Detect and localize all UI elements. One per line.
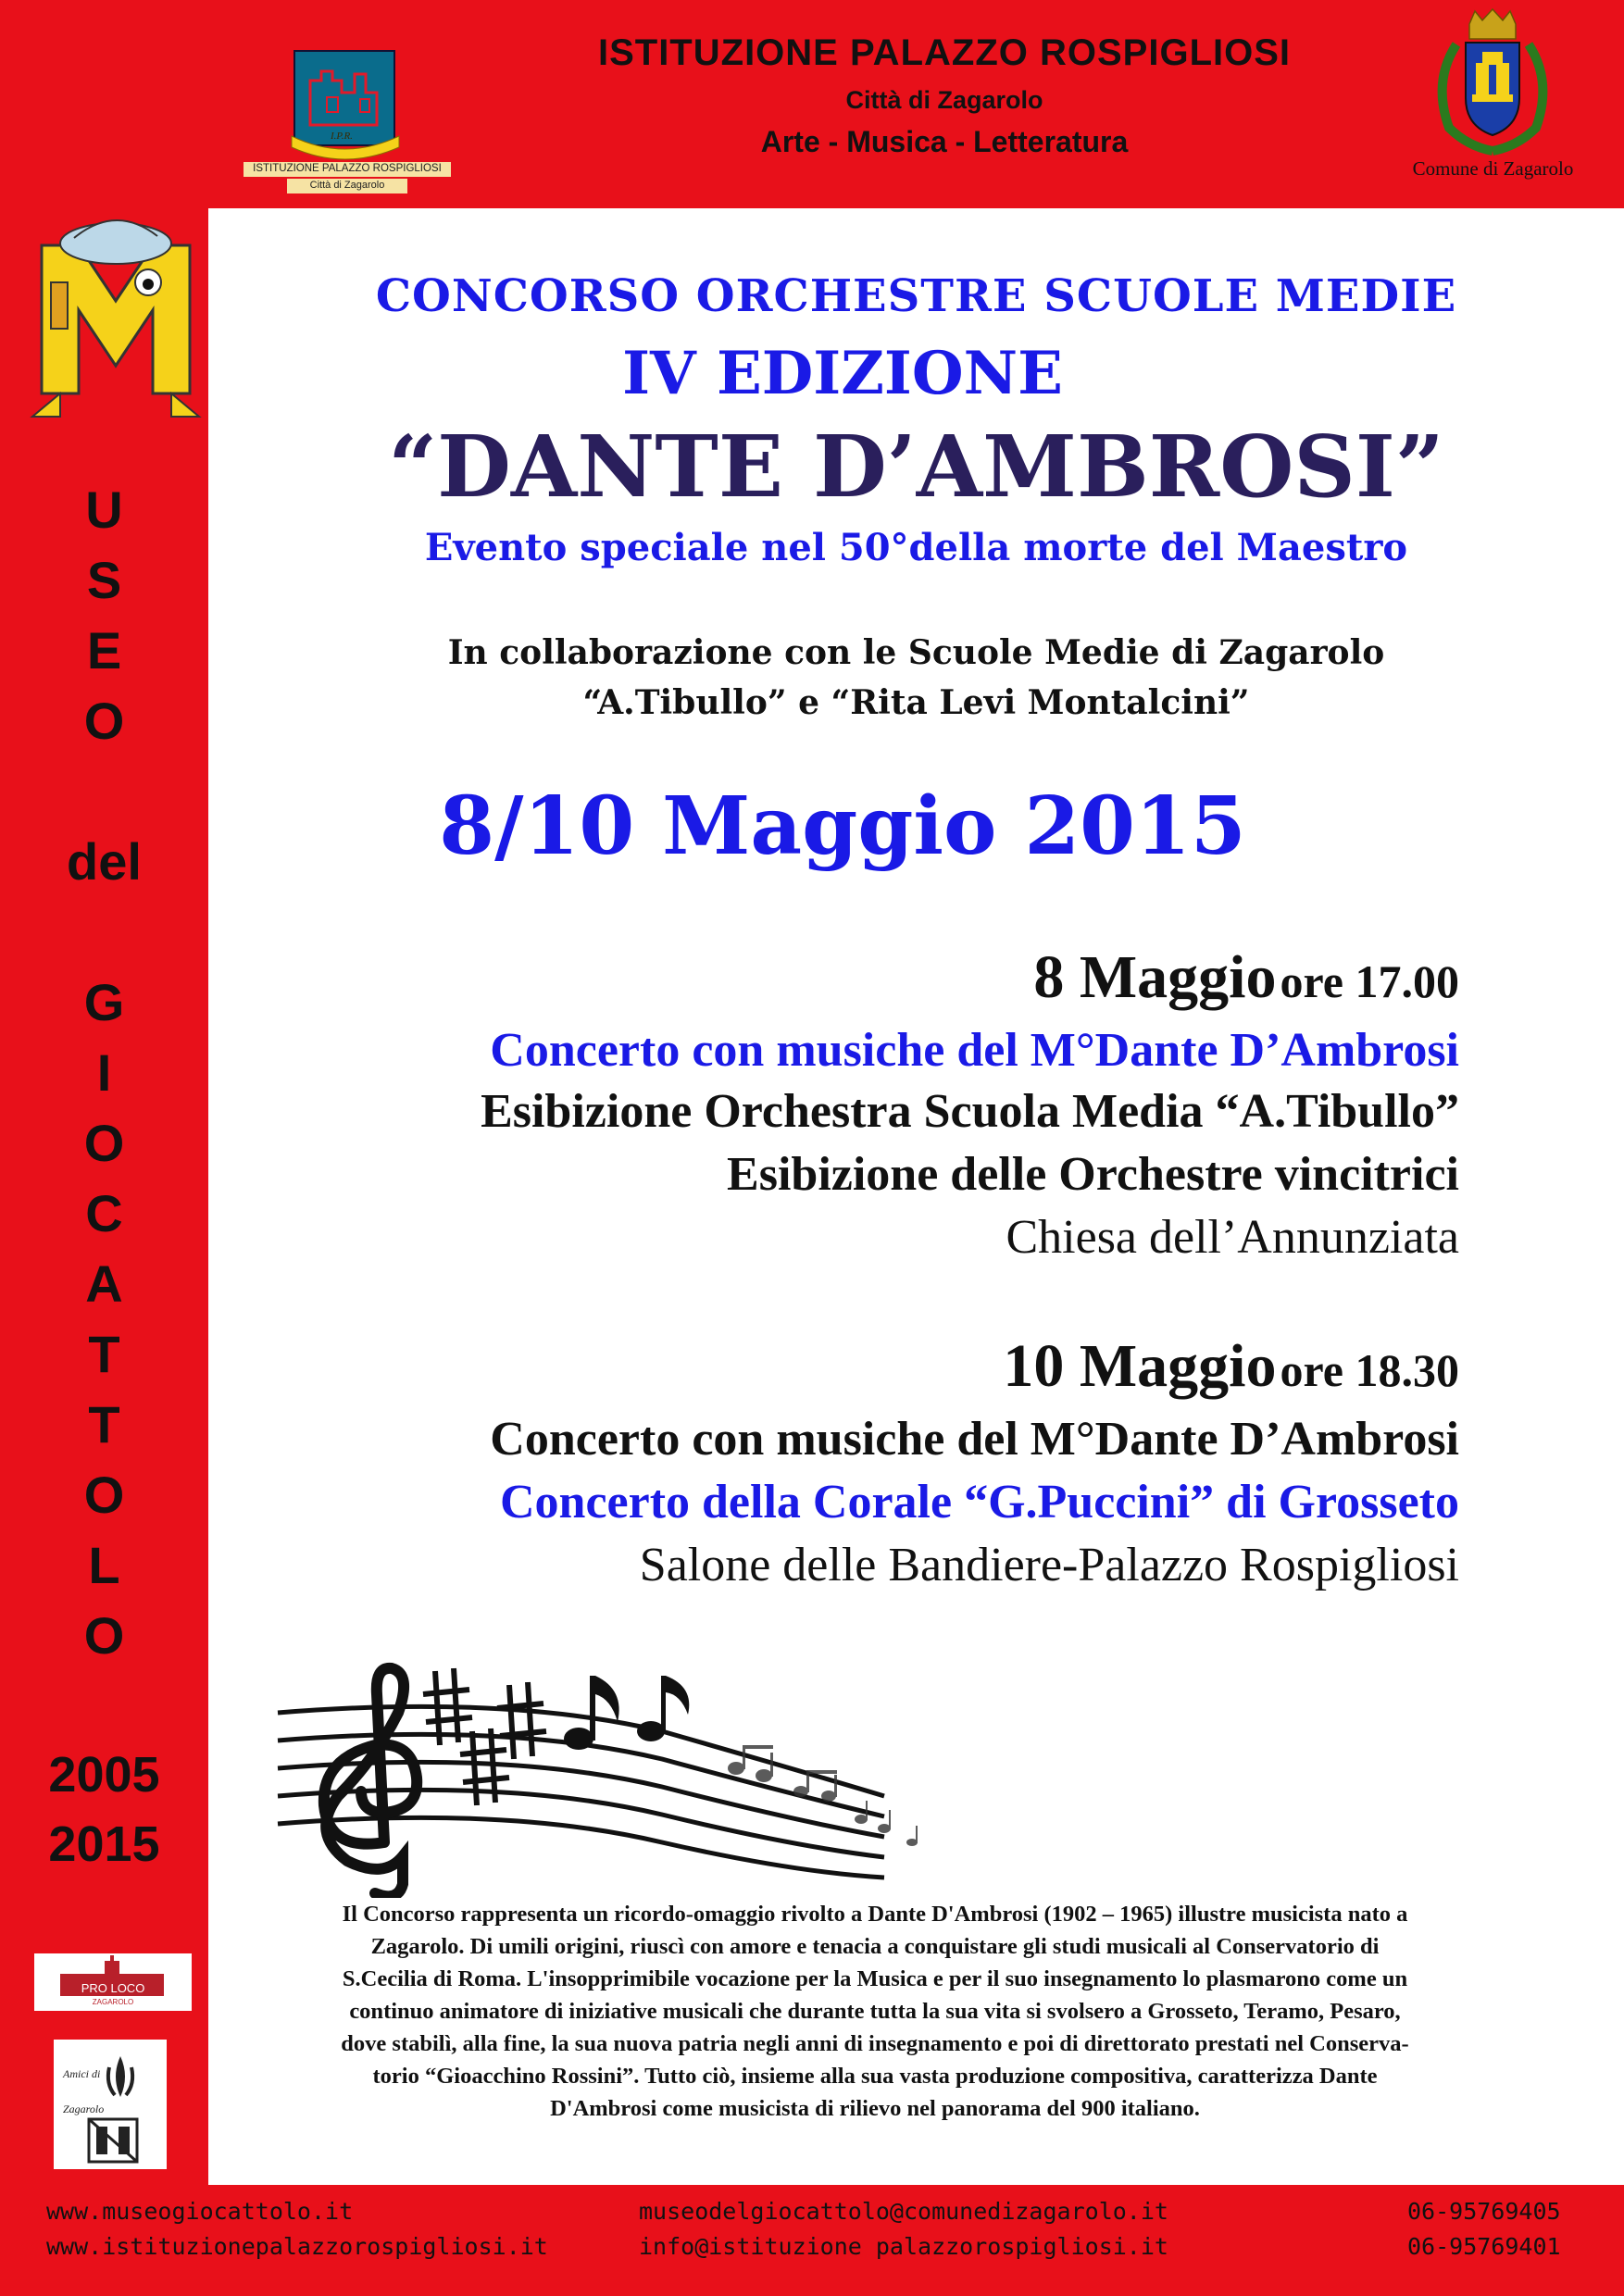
sidebar bbox=[0, 208, 208, 2185]
ipr-logo-caption: ISTITUZIONE PALAZZO ROSPIGLIOSI bbox=[253, 163, 442, 174]
email-link-istituzione[interactable]: info@istituzione palazzorospigliosi.it bbox=[639, 2233, 1168, 2260]
description-line: S.Cecilia di Roma. L'insopprimibile vocazione per la Musica e per il suo insegnamento lo plasmarono come un bbox=[342, 1966, 1408, 1991]
description-line: dove stabilì, alla fine, la sua nuova patria negli anni di insegnamento e poi di direttorato prestati nel Conserva- bbox=[341, 2031, 1409, 2056]
day2-line-2: Concerto della Corale “G.Puccini” di Grosseto bbox=[499, 1476, 1459, 1529]
vertical-letter: T bbox=[88, 1395, 120, 1454]
year-start: 2005 bbox=[48, 1747, 160, 1803]
website-link-museum[interactable]: www.museogiocattolo.it bbox=[46, 2198, 354, 2225]
vertical-letter: I bbox=[96, 1043, 112, 1102]
event-special: Evento speciale nel 50°della morte del Maestro bbox=[424, 526, 1408, 569]
day2-time: ore 18.30 bbox=[1280, 1344, 1459, 1396]
day2-date: 10 Maggio bbox=[1003, 1332, 1277, 1400]
vertical-letter: T bbox=[88, 1325, 120, 1383]
comune-crest bbox=[1384, 7, 1602, 183]
description-line: D'Ambrosi come musicista di rilievo nel panorama del 900 italiano. bbox=[550, 2096, 1200, 2121]
event-dates: 8/10 Maggio 2015 bbox=[439, 780, 1246, 873]
vertical-letter: E bbox=[86, 621, 122, 680]
amici-zagarolo-logo bbox=[54, 2040, 167, 2169]
day1-line-2: Esibizione Orchestra Scuola Media “A.Tibullo” bbox=[481, 1085, 1459, 1138]
description-line: Zagarolo. Di umili origini, riuscì con amore e tenacia a conquistare gli studi musicali al Conservatorio di bbox=[370, 1934, 1380, 1959]
vertical-letter: U bbox=[85, 480, 123, 539]
event-name: “DANTE D’AMBROSI” bbox=[388, 417, 1444, 517]
day1-line-1: Concerto con musiche del M°Dante D’Ambrosi bbox=[490, 1024, 1459, 1077]
vertical-letter: O bbox=[83, 1114, 125, 1172]
email-link-museum[interactable]: museodelgiocattolo@comunedizagarolo.it bbox=[639, 2198, 1168, 2225]
vertical-letter: L bbox=[88, 1536, 120, 1594]
collaboration-line-1: In collaborazione con le Scuole Medie di Zagarolo bbox=[447, 633, 1385, 672]
day1-venue: Chiesa dell’Annunziata bbox=[1006, 1211, 1459, 1264]
day1-time: ore 17.00 bbox=[1280, 955, 1459, 1007]
vertical-letter: G bbox=[83, 973, 125, 1031]
edition-title: IV EDIZIONE bbox=[622, 339, 1063, 408]
collaboration-line-2: “A.Tibullo” e “Rita Levi Montalcini” bbox=[582, 683, 1250, 722]
treble-clef-icon bbox=[324, 1668, 417, 1896]
vertical-word-del: del bbox=[67, 832, 142, 891]
header-band bbox=[0, 0, 1624, 208]
amici-label-2: Zagarolo bbox=[63, 2103, 105, 2115]
museum-mascot-logo bbox=[23, 208, 208, 421]
vertical-letter: O bbox=[83, 692, 125, 750]
phone-number-2: 06-95769401 bbox=[1407, 2233, 1561, 2260]
description-line: Il Concorso rappresenta un ricordo-omaggio rivolto a Dante D'Ambrosi (1902 – 1965) illustre musicista nato a bbox=[342, 1902, 1408, 1927]
year-end: 2015 bbox=[48, 1816, 160, 1872]
day2-line-1: Concerto con musiche del M°Dante D’Ambrosi bbox=[490, 1413, 1459, 1466]
day2-venue: Salone delle Bandiere-Palazzo Rospigliosi bbox=[639, 1539, 1459, 1591]
vertical-letter: O bbox=[83, 1606, 125, 1665]
vertical-letter: C bbox=[85, 1184, 123, 1242]
music-staff-illustration bbox=[273, 1657, 1014, 1898]
pro-loco-sub: ZAGAROLO bbox=[92, 1998, 134, 2006]
amici-emblem-icon bbox=[54, 2040, 167, 2169]
comune-caption: Comune di Zagarolo bbox=[1412, 157, 1574, 180]
ipr-logo-badge: I.P.R. bbox=[331, 131, 353, 142]
vertical-letter: S bbox=[86, 551, 122, 609]
day1-heading bbox=[1033, 944, 1459, 1012]
pro-loco-logo bbox=[34, 1953, 192, 2011]
website-link-istituzione[interactable]: www.istituzionepalazzorospigliosi.it bbox=[46, 2233, 548, 2260]
pro-loco-label: PRO LOCO bbox=[81, 1981, 145, 1995]
ipr-logo bbox=[236, 23, 458, 199]
description-line: torio “Gioacchino Rossini”. Tutto ciò, insieme alla sua vasta produzione compositiva, caratterizza Dante bbox=[372, 2064, 1378, 2089]
vertical-letter: A bbox=[85, 1254, 123, 1313]
city-subtitle: Città di Zagarolo bbox=[845, 86, 1043, 114]
crest-icon bbox=[1384, 7, 1602, 156]
vertical-letter: O bbox=[83, 1466, 125, 1524]
contest-title: CONCORSO ORCHESTRE SCUOLE MEDIE bbox=[375, 270, 1457, 322]
amici-label-1: Amici di bbox=[63, 2067, 101, 2080]
ipr-logo-subcaption: Città di Zagarolo bbox=[309, 180, 385, 191]
day2-heading bbox=[1003, 1333, 1459, 1401]
day1-date: 8 Maggio bbox=[1033, 943, 1277, 1011]
phone-number-1: 06-95769405 bbox=[1407, 2198, 1561, 2225]
day1-line-3: Esibizione delle Orchestre vincitrici bbox=[727, 1148, 1459, 1201]
institution-title: ISTITUZIONE PALAZZO ROSPIGLIOSI bbox=[597, 32, 1292, 73]
tagline: Arte - Musica - Letteratura bbox=[760, 125, 1129, 158]
footer-band bbox=[0, 2185, 1624, 2296]
description-line: continuo animatore di iniziative musicali che durante tutta la sua vita si svolsero a Grosseto, Teramo, Pesaro, bbox=[349, 1999, 1401, 2024]
